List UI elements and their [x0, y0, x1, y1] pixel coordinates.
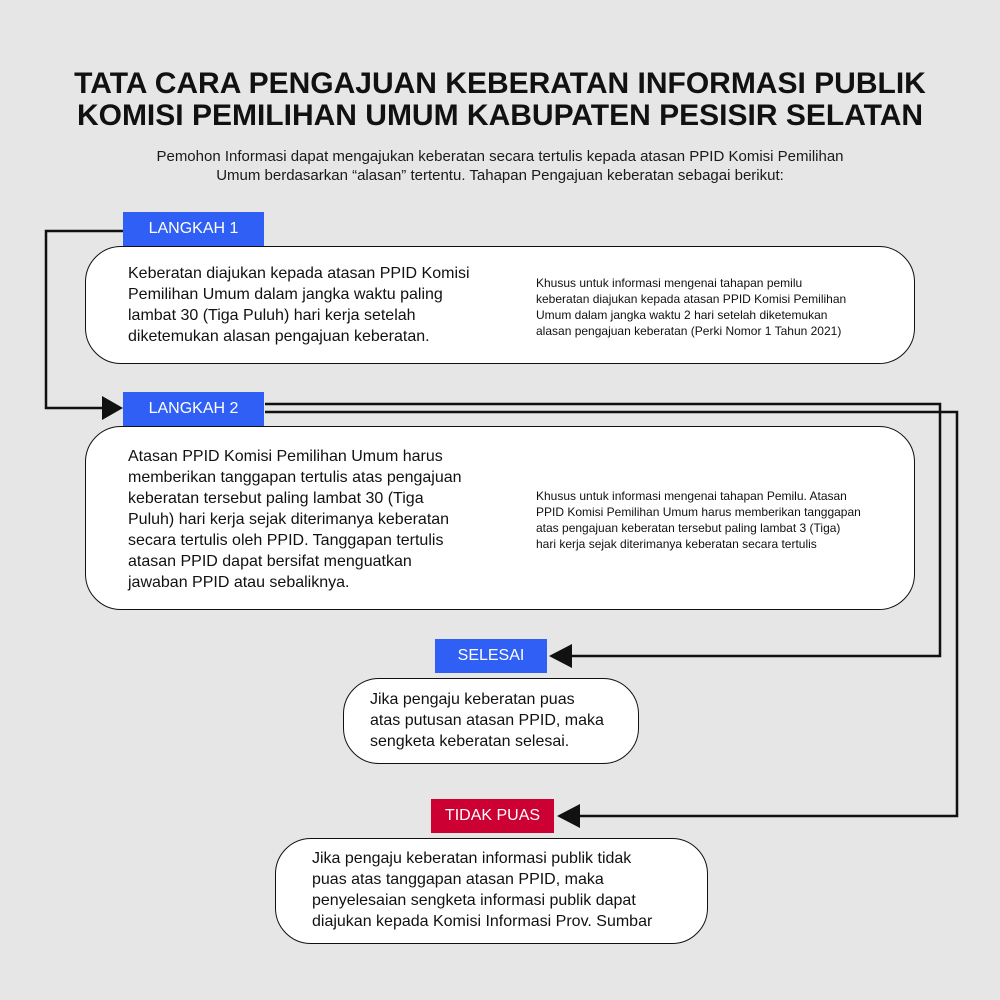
selesai-label: SELESAI — [435, 639, 547, 673]
text-line: memberikan tanggapan tertulis atas pengajuan — [128, 469, 462, 486]
step1-label: LANGKAH 1 — [123, 212, 264, 246]
text-line: Atasan PPID Komisi Pemilihan Umum harus — [128, 448, 443, 465]
selesai-main-text — [370, 689, 604, 752]
text-line: atasan PPID dapat bersifat menguatkan — [128, 553, 412, 570]
title-line-1: TATA CARA PENGAJUAN KEBERATAN INFORMASI PUBLIK — [74, 67, 926, 100]
text-line: penyelesaian sengketa informasi publik dapat — [312, 892, 636, 909]
text-line: keberatan tersebut paling lambat 30 (Tiga — [128, 490, 424, 507]
text-line: puas atas tanggapan atasan PPID, maka — [312, 871, 604, 888]
text-line: jawaban PPID atau sebaliknya. — [128, 574, 350, 591]
text-line: hari kerja sejak diterimanya keberatan secara tertulis — [536, 537, 817, 551]
step2-main-text — [128, 446, 462, 593]
text-line: keberatan diajukan kepada atasan PPID Komisi Pemilihan — [536, 292, 847, 306]
arrow-left-icon — [557, 804, 580, 828]
text-line: sengketa keberatan selesai. — [370, 733, 570, 750]
text-line: lambat 30 (Tiga Puluh) hari kerja setelah — [128, 307, 416, 324]
step1-note-text — [536, 275, 846, 339]
text-line: PPID Komisi Pemilihan Umum harus memberikan tanggapan — [536, 505, 861, 519]
text-line: atas pengajuan keberatan tersebut paling lambat 3 (Tiga) — [536, 521, 841, 535]
intro-line-2: Umum berdasarkan “alasan” tertentu. Tahapan Pengajuan keberatan sebagai berikut: — [216, 167, 784, 184]
text-line: Khusus untuk informasi mengenai tahapan pemilu — [536, 276, 803, 290]
text-line: Umum dalam jangka waktu 2 hari setelah diketemukan — [536, 308, 828, 322]
arrow-left-icon — [549, 644, 572, 668]
text-line: Jika pengaju keberatan puas — [370, 691, 575, 708]
arrow-right-icon — [102, 396, 123, 420]
text-line: diketemukan alasan pengajuan keberatan. — [128, 328, 430, 345]
text-line: secara tertulis oleh PPID. Tanggapan tertulis — [128, 532, 444, 549]
text-line: Jika pengaju keberatan informasi publik tidak — [312, 850, 632, 867]
title-line-2: KOMISI PEMILIHAN UMUM KABUPATEN PESISIR SELATAN — [76, 99, 924, 132]
text-line: Puluh) hari kerja sejak diterimanya keberatan — [128, 511, 450, 528]
text-line: Pemilihan Umum dalam jangka waktu paling — [128, 286, 443, 303]
text-line: atas putusan atasan PPID, maka — [370, 712, 604, 729]
text-line: Khusus untuk informasi mengenai tahapan Pemilu. Atasan — [536, 489, 847, 503]
text-line: alasan pengajuan keberatan (Perki Nomor 1 Tahun 2021) — [536, 324, 842, 338]
tidak-puas-label: TIDAK PUAS — [431, 799, 554, 833]
step2-note-text — [536, 488, 861, 552]
tidak-puas-main-text — [312, 848, 652, 932]
text-line: Keberatan diajukan kepada atasan PPID Komisi — [128, 265, 470, 282]
text-line: diajukan kepada Komisi Informasi Prov. Sumbar — [312, 913, 653, 930]
intro-line-1: Pemohon Informasi dapat mengajukan keberatan secara tertulis kepada atasan PPID Komisi Pemilihan — [156, 148, 844, 165]
step2-label: LANGKAH 2 — [123, 392, 264, 426]
step1-main-text — [128, 263, 470, 347]
